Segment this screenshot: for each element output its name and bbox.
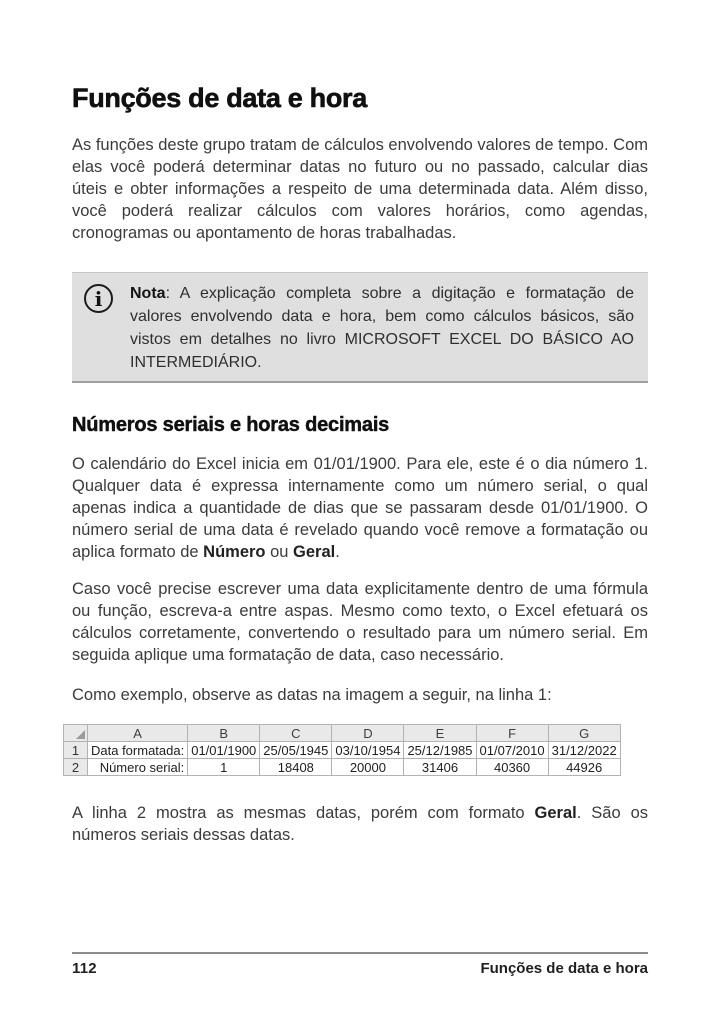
- footer-chapter-title: Funções de data e hora: [480, 960, 648, 977]
- sheet-cell-f2: 40360: [476, 759, 548, 776]
- sheet-col-header-b: B: [188, 725, 260, 742]
- spreadsheet-figure: [63, 724, 648, 776]
- sheet-col-header-e: E: [404, 725, 476, 742]
- sheet-row-number: 1: [64, 742, 88, 759]
- paragraph-serial-numbers: [72, 453, 648, 563]
- spreadsheet-table: [63, 724, 621, 776]
- sheet-col-header-f: F: [476, 725, 548, 742]
- sheet-row-2: [64, 759, 621, 776]
- sheet-select-all-corner: [64, 725, 88, 742]
- sheet-cell-g1: 31/12/2022: [548, 742, 620, 759]
- note-icon-wrap: [84, 282, 130, 313]
- sheet-col-header-g: G: [548, 725, 620, 742]
- paragraph-serial-text-2: ou: [265, 543, 294, 561]
- bold-term-geral-2: Geral: [534, 804, 577, 822]
- sheet-cell-c1: 25/05/1945: [260, 742, 332, 759]
- paragraph-after-text-1: A linha 2 mostra as mesmas datas, porém com formato: [72, 804, 535, 822]
- page-footer: [72, 952, 648, 977]
- paragraph-after-table: [72, 802, 648, 846]
- paragraph-serial-text-1: O calendário do Excel inicia em 01/01/1900. Para ele, este é o dia número 1. Qualquer data é expressa internamente como um número serial, o qual apenas indica a quantidade de dias que se passaram desde 01/01/1900. O número serial de uma data é revelado quando você remove a formatação ou aplica formato de: [72, 455, 648, 561]
- sheet-row-1: [64, 742, 621, 759]
- sheet-cell-a2: Número serial:: [88, 759, 188, 776]
- note-text: [130, 282, 634, 374]
- info-icon: i: [84, 284, 113, 313]
- corner-triangle-icon: [76, 730, 85, 739]
- intro-paragraph: As funções deste grupo tratam de cálculos envolvendo valores de tempo. Com elas você poderá determinar datas no futuro ou no passado, calcular dias úteis e obter informações a respeito de uma determinada data. Além disso, você poderá realizar cálculos com valores horários, como agendas, cronogramas ou apontamento de horas trabalhadas.: [72, 136, 648, 242]
- sheet-cell-d2: 20000: [332, 759, 404, 776]
- bold-term-geral: Geral: [293, 543, 336, 561]
- sheet-cell-e2: 31406: [404, 759, 476, 776]
- sheet-col-header-a: A: [88, 725, 188, 742]
- sheet-cell-f1: 01/07/2010: [476, 742, 548, 759]
- sheet-cell-b1: 01/01/1900: [188, 742, 260, 759]
- sheet-header-row: [64, 725, 621, 742]
- paragraph-serial-text-3: .: [335, 543, 340, 561]
- note-label: Nota: [130, 285, 166, 302]
- sheet-cell-b2: 1: [188, 759, 260, 776]
- page-number: 112: [72, 960, 97, 977]
- sheet-cell-g2: 44926: [548, 759, 620, 776]
- sheet-cell-e1: 25/12/1985: [404, 742, 476, 759]
- page-title: Funções de data e hora: [72, 83, 367, 113]
- bold-term-numero: Número: [203, 543, 266, 561]
- paragraph-example-lead: Como exemplo, observe as datas na imagem a seguir, na linha 1:: [72, 686, 552, 704]
- sheet-cell-d1: 03/10/1954: [332, 742, 404, 759]
- sheet-col-header-c: C: [260, 725, 332, 742]
- sheet-cell-a1: Data formatada:: [88, 742, 188, 759]
- paragraph-after-text-2: . São os números seriais dessas datas.: [72, 804, 648, 844]
- sheet-col-header-d: D: [332, 725, 404, 742]
- sheet-row-number: 2: [64, 759, 88, 776]
- section-heading: Números seriais e horas decimais: [72, 414, 390, 436]
- note-box: [72, 272, 648, 383]
- note-body: : A explicação completa sobre a digitação e formatação de valores envolvendo data e hora, bem como cálculos básicos, são vistos em detalhes no livro MICROSOFT EXCEL DO BÁSICO AO INTERMEDIÁRIO.: [130, 285, 634, 371]
- paragraph-quotes: Caso você precise escrever uma data explicitamente dentro de uma fórmula ou função, escreva-a entre aspas. Mesmo como texto, o Excel efetuará os cálculos corretamente, convertendo o resultado para um número serial. Em seguida aplique uma formatação de data, caso necessário.: [72, 580, 648, 664]
- sheet-cell-c2: 18408: [260, 759, 332, 776]
